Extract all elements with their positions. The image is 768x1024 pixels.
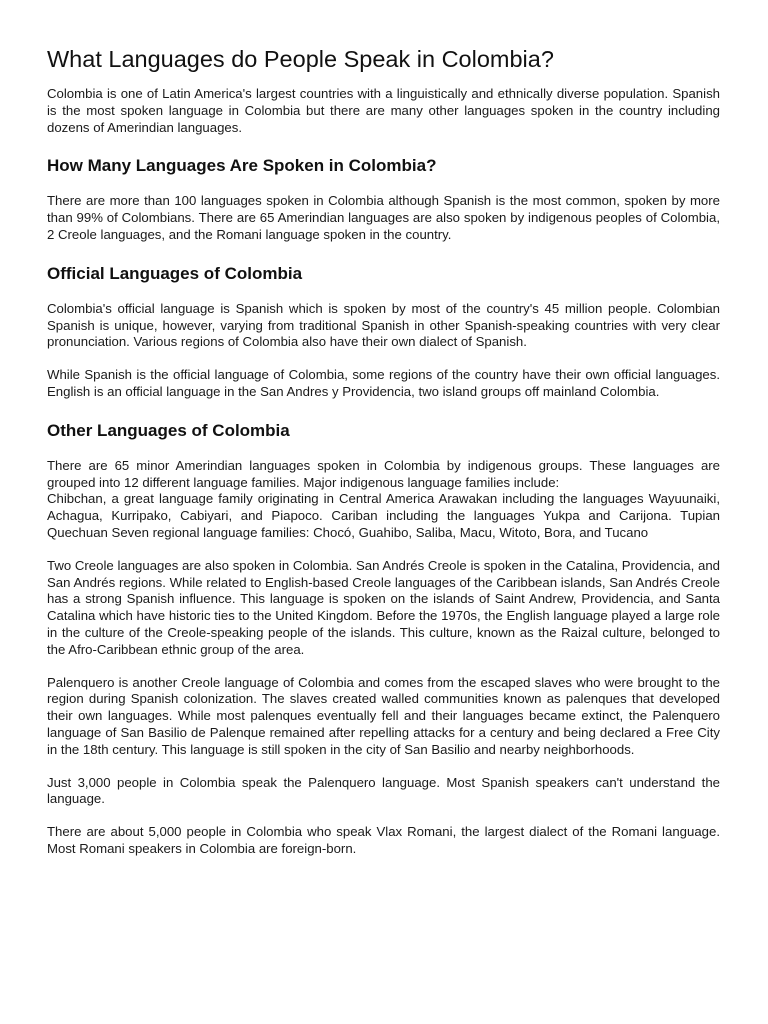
paragraph-language-families: Chibchan, a great language family originating in Central America Arawakan including the languages Wayuunaiki, Achagua, Kurripako, Cabiyari, and Piapoco. Cariban including the languages Yukpa and Carijona. Tupian Quechuan Seven regional language families: Chocó, Guahibo, Saliba, Macu, Witoto, Bora, and Tucano [47,491,720,540]
paragraph-other-intro: There are 65 minor Amerindian languages spoken in Colombia by indigenous groups. These languages are grouped into 12 different language families. Major indigenous language families include: [47,457,720,490]
section-heading-official: Official Languages of Colombia [47,263,303,283]
paragraph-creole: Two Creole languages are also spoken in Colombia. San Andrés Creole is spoken in the Catalina, Providencia, and San Andrés regions. While related to English-based Creole languages of the Caribbean islands, San Andrés Creole has a strong Spanish influence. This language is spoken on the islands of Saint Andrew, Providencia, and Santa Catalina which have historic ties to the United Kingdom. Before the 1970s, the English language played a large role in the culture of the Creole-speaking people of the islands. This culture, known as the Raizal culture, belonged to the Afro-Caribbean ethnic group of the area. [47,557,720,657]
section-heading-how-many: How Many Languages Are Spoken in Colombia? [47,156,437,176]
page-title: What Languages do People Speak in Colombia? [47,46,554,72]
paragraph-palenquero: Palenquero is another Creole language of Colombia and comes from the escaped slaves who were brought to the region during Spanish colonization. The slaves created walled communities known as palenques that developed their own languages. While most palenques eventually fell and their languages became extinct, the Palenquero language of San Basilio de Palenque remained after repelling attacks for a century and being declared a Free City in the 18th century. This language is still spoken in the city of San Basilio and nearby neighborhoods. [47,674,720,757]
paragraph-how-many: There are more than 100 languages spoken in Colombia although Spanish is the most common, spoken by more than 99% of Colombians. There are 65 Amerindian languages are also spoken by indigenous peoples of Colombia, 2 Creole languages, and the Romani language spoken in the country. [47,193,720,242]
paragraph-official-2: While Spanish is the official language of Colombia, some regions of the country have their own official languages. English is an official language in the San Andres y Providencia, two island groups off mainland Colombia. [47,367,720,399]
paragraph-palenquero-speakers: Just 3,000 people in Colombia speak the Palenquero language. Most Spanish speakers can't understand the language. [47,774,720,807]
section-heading-other: Other Languages of Colombia [47,420,290,440]
paragraph-romani: There are about 5,000 people in Colombia who speak Vlax Romani, the largest dialect of the Romani language. Most Romani speakers in Colombia are foreign-born. [47,824,720,856]
paragraph-official-1: Colombia's official language is Spanish which is spoken by most of the country's 45 million people. Colombian Spanish is unique, however, varying from traditional Spanish in other Spanish-speaking countries with very clear pronunciation. Various regions of Colombia also have their own dialect of Spanish. [47,300,720,350]
intro-paragraph: Colombia is one of Latin America's largest countries with a linguistically and ethnically diverse population. Spanish is the most spoken language in Colombia but there are many other languages spoken in the country including dozens of Amerindian languages. [47,86,720,135]
